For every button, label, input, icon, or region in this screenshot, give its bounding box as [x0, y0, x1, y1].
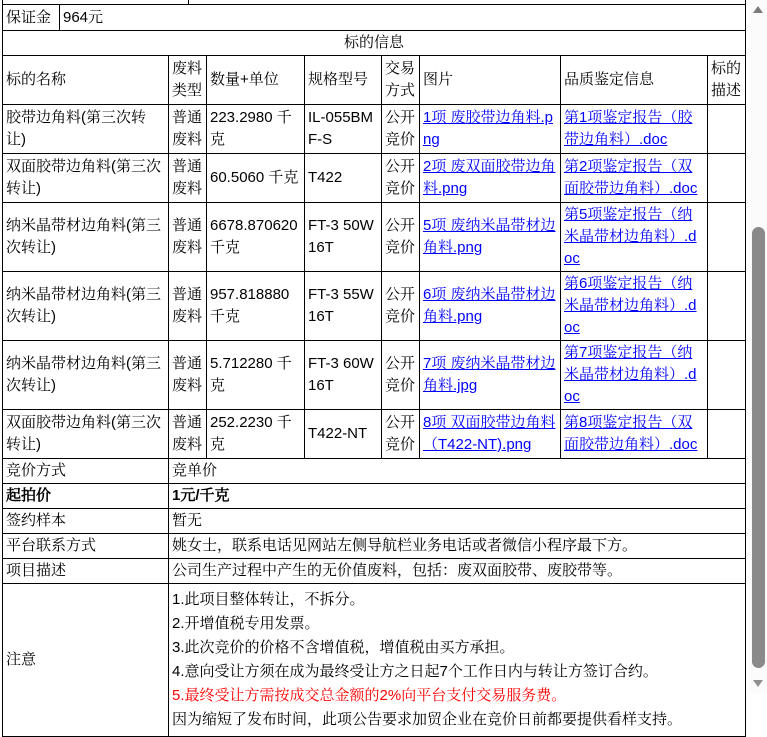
- item-name: 双面胶带边角料(第三次转让): [3, 154, 169, 203]
- item-quantity: 6678.870620 千克: [207, 203, 305, 272]
- note-line: 4.意向受让方须在成为最终受让方之日起7个工作日内与转让方签订合约。: [172, 663, 658, 680]
- detail-label: 项目描述: [3, 559, 169, 584]
- item-waste-type: 普通废料: [169, 410, 207, 459]
- section-title-table: [2, 30, 746, 56]
- item-quantity: 957.818880 千克: [207, 272, 305, 341]
- item-report-link[interactable]: 第1项鉴定报告（胶带边角料）.doc: [564, 109, 693, 148]
- item-quantity: 252.2230 千克: [207, 410, 305, 459]
- item-quantity: 5.712280 千克: [207, 341, 305, 410]
- detail-row-contract-sample: [3, 509, 746, 534]
- clipped-top-row: [2, 0, 746, 5]
- item-image-link[interactable]: 6项 废纳米晶带材边角料.png: [423, 286, 556, 325]
- item-trade-mode: 公开竞价: [382, 105, 420, 154]
- item-trade-mode: 公开竞价: [382, 272, 420, 341]
- item-image-link[interactable]: 7项 废纳米晶带材边角料.jpg: [423, 355, 556, 394]
- item-trade-mode: 公开竞价: [382, 410, 420, 459]
- note-line: 1.此项目整体转让，不拆分。: [172, 591, 365, 608]
- item-report-link[interactable]: 第7项鉴定报告（纳米晶带材边角料）.doc: [564, 344, 697, 405]
- detail-value: 暂无: [169, 509, 746, 534]
- note-line-service-fee: 5.最终受让方需按成交总金额的2%向平台支付交易服务费。: [172, 687, 567, 704]
- detail-value: 姚女士，联系电话见网站左侧导航栏业务电话或者微信小程序最下方。: [169, 534, 746, 559]
- notes-content: [169, 584, 746, 737]
- scrollbar-thumb[interactable]: [752, 227, 765, 668]
- item-report-link[interactable]: 第5项鉴定报告（纳米晶带材边角料）.doc: [564, 206, 697, 267]
- col-header-description: 标的描述: [708, 56, 746, 105]
- col-header-image: 图片: [420, 56, 561, 105]
- detail-row-starting-price: [3, 484, 746, 509]
- item-model: FT-3 60W 16T: [305, 341, 382, 410]
- item-description-cell: [708, 410, 746, 459]
- item-waste-type: 普通废料: [169, 105, 207, 154]
- item-report-link[interactable]: 第2项鉴定报告（双面胶带边角料）.doc: [564, 158, 698, 197]
- item-report-link[interactable]: 第8项鉴定报告（双面胶带边角料）.doc: [564, 414, 698, 453]
- item-description-cell: [708, 154, 746, 203]
- item-image-link[interactable]: 5项 废纳米晶带材边角料.png: [423, 217, 556, 256]
- note-line: 2.开增值税专用发票。: [172, 615, 320, 632]
- table-row: [3, 410, 746, 459]
- item-description-cell: [708, 203, 746, 272]
- detail-value: 公司生产过程中产生的无价值废料，包括：废双面胶带、废胶带等。: [169, 559, 746, 584]
- item-model: FT-3 55W 16T: [305, 272, 382, 341]
- items-table: [2, 55, 746, 459]
- item-waste-type: 普通废料: [169, 272, 207, 341]
- table-row: [3, 203, 746, 272]
- table-row: [3, 105, 746, 154]
- vertical-scrollbar[interactable]: [750, 0, 767, 693]
- scroll-down-icon[interactable]: [753, 680, 763, 687]
- notes-label: 注意: [3, 584, 169, 737]
- col-header-trade-mode: 交易方式: [382, 56, 420, 105]
- detail-row-bidding-mode: [3, 459, 746, 484]
- table-row: [3, 154, 746, 203]
- item-name: 纳米晶带材边角料(第三次转让): [3, 272, 169, 341]
- detail-label: 竞价方式: [3, 459, 169, 484]
- deposit-row: [3, 5, 746, 31]
- item-trade-mode: 公开竞价: [382, 154, 420, 203]
- items-header-row: [3, 56, 746, 105]
- detail-row-project-description: [3, 559, 746, 584]
- detail-label: 起拍价: [3, 484, 169, 509]
- announcement-table: [2, 0, 746, 737]
- item-waste-type: 普通废料: [169, 341, 207, 410]
- notes-row: [3, 584, 746, 737]
- note-line: 因为缩短了发布时间，此项公告要求加贸企业在竞价日前都要提供看样支持。: [172, 711, 683, 728]
- table-row: [3, 272, 746, 341]
- deposit-label: 保证金: [3, 5, 60, 31]
- item-model: T422: [305, 154, 382, 203]
- detail-value: 竞单价: [169, 459, 746, 484]
- detail-row-platform-contact: [3, 534, 746, 559]
- item-image-link[interactable]: 1项 废胶带边角料.png: [423, 109, 554, 148]
- detail-label: 签约样本: [3, 509, 169, 534]
- detail-value: 1元/千克: [169, 484, 746, 509]
- item-image-link[interactable]: 2项 废双面胶带边角料.png: [423, 158, 556, 197]
- item-quantity: 60.5060 千克: [207, 154, 305, 203]
- item-waste-type: 普通废料: [169, 203, 207, 272]
- clipped-top-row-divider: [188, 0, 189, 4]
- item-name: 纳米晶带材边角料(第三次转让): [3, 341, 169, 410]
- item-model: FT-3 50W 16T: [305, 203, 382, 272]
- item-report-link[interactable]: 第6项鉴定报告（纳米晶带材边角料）.doc: [564, 275, 697, 336]
- item-description-cell: [708, 272, 746, 341]
- item-quantity: 223.2980 千克: [207, 105, 305, 154]
- item-trade-mode: 公开竞价: [382, 341, 420, 410]
- table-row: [3, 341, 746, 410]
- deposit-value: 964元: [60, 5, 746, 31]
- item-name: 胶带边角料(第三次转让): [3, 105, 169, 154]
- col-header-quantity: 数量+单位: [207, 56, 305, 105]
- col-header-name: 标的名称: [3, 56, 169, 105]
- item-model: IL-055BMF-S: [305, 105, 382, 154]
- note-line: 3.此次竞价的价格不含增值税，增值税由买方承担。: [172, 639, 515, 656]
- item-description-cell: [708, 341, 746, 410]
- details-table: [2, 458, 746, 737]
- item-model: T422-NT: [305, 410, 382, 459]
- item-image-link[interactable]: 8项 双面胶带边角料（T422-NT).png: [423, 414, 556, 453]
- item-description-cell: [708, 105, 746, 154]
- col-header-quality-report: 品质鉴定信息: [561, 56, 708, 105]
- deposit-table: [2, 4, 746, 31]
- section-title: 标的信息: [3, 31, 746, 56]
- scroll-up-icon[interactable]: [753, 6, 763, 13]
- item-waste-type: 普通废料: [169, 154, 207, 203]
- item-name: 纳米晶带材边角料(第三次转让): [3, 203, 169, 272]
- col-header-waste-type: 废料类型: [169, 56, 207, 105]
- item-trade-mode: 公开竞价: [382, 203, 420, 272]
- detail-label: 平台联系方式: [3, 534, 169, 559]
- col-header-model: 规格型号: [305, 56, 382, 105]
- item-name: 双面胶带边角料(第三次转让): [3, 410, 169, 459]
